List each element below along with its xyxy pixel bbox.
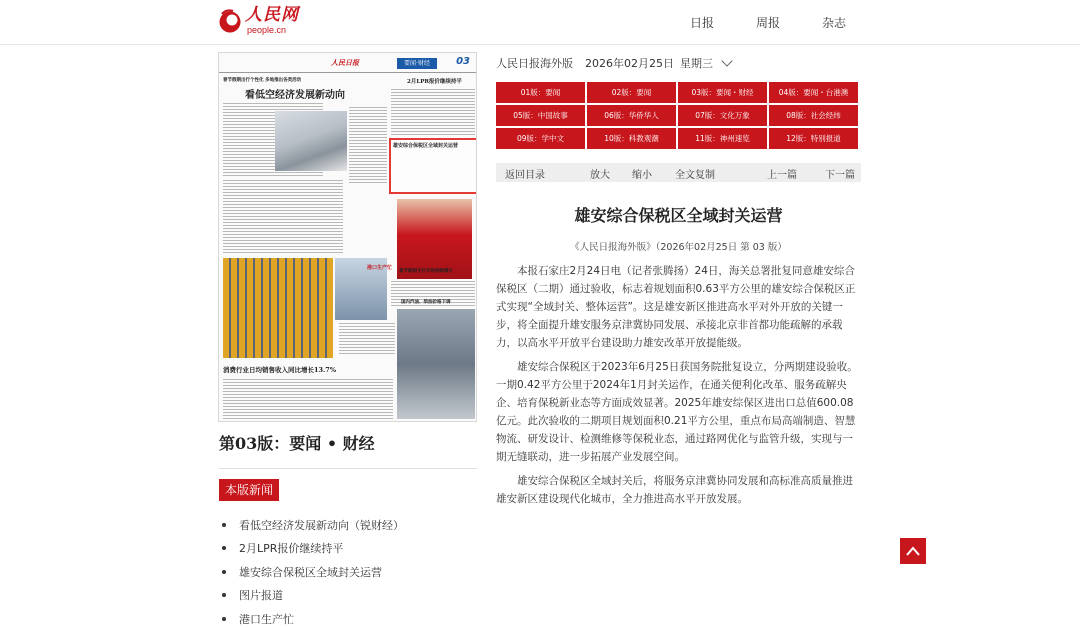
paper-text-block [349, 105, 387, 185]
page-link[interactable]: 11版：神州速览 [678, 128, 767, 149]
article-paragraph: 雄安综合保税区于2023年6月25日获国务院批复设立，分两期建设验收。一期0.42平方公里于2024年1月封关运作，在通关便利化改革、服务疏解央企、培育保税新业态等方面成效显著。2025年雄安综保区进出口总值600.08亿元。此次验收的二期项目规划面积0.21平方公里，重点布局高端制造、智慧物流、研发设计、检测维修等保税业态，通过路网优化与监管升级，实现与一期无缝联动，进一步拓展产业发展空间。 [496, 361, 858, 463]
top-nav [690, 14, 846, 31]
news-list-item-label: 2月LPR报价继续持平 [239, 542, 344, 556]
article-paragraph: 雄安综合保税区全域封关后，将服务京津冀协同发展和高标准高质量推进雄安新区建设现代化城市，全力推进高水平开放发展。 [496, 475, 853, 505]
news-list-item-label: 港口生产忙 [239, 612, 294, 626]
bullet-icon [222, 593, 226, 597]
nav-item-daily[interactable]: 日报 [690, 16, 715, 30]
paper-text-block [223, 178, 343, 253]
zoom-in-button[interactable]: 放大 [590, 170, 610, 181]
paper-headline-top: 春节假期出行个性化 多地推出各类活动 [223, 78, 302, 83]
news-list-item-label: 图片报道 [239, 589, 283, 603]
edition-weekday: 星期三 [680, 57, 713, 70]
page-link[interactable]: 12版：特别报道 [769, 128, 858, 149]
paper-text-block [339, 321, 395, 356]
page-link[interactable]: 09版：学中文 [496, 128, 585, 149]
logo-icon [218, 8, 242, 34]
article-toolbar [496, 163, 861, 182]
paper-section-label: 要闻·财经 [397, 58, 437, 69]
copy-all-button[interactable]: 全文复制 [675, 170, 715, 181]
previous-article-button[interactable]: 上一篇 [767, 170, 797, 181]
news-list-item[interactable] [222, 537, 404, 561]
edition-date: 2026年02月25日 [585, 57, 674, 70]
paper-headline-low: 国内汽油、柴油价格下调 [401, 300, 451, 305]
paper-photo-aircraft [275, 111, 347, 171]
page-link[interactable]: 07版：文化万象 [678, 105, 767, 126]
page-link[interactable]: 10版：科教观潮 [587, 128, 676, 149]
article-title: 雄安综合保税区全域封关运营 [574, 206, 783, 225]
paper-text-block [391, 87, 475, 135]
article-body [496, 262, 861, 514]
paper-photo-port [223, 258, 333, 358]
paper-photo-event [397, 199, 472, 279]
page-index-grid [496, 82, 858, 149]
paper-headline-bottom: 消费行业日均销售收入同比增长13.7% [223, 366, 337, 374]
logo-text-en: people.cn [247, 25, 287, 35]
newspaper-page-image[interactable] [218, 52, 477, 422]
news-list-item[interactable] [222, 560, 404, 584]
section-tag: 本版新闻 [219, 479, 279, 501]
paper-headline-port: 港口生产忙 [367, 265, 393, 271]
paper-headline-lpr: 2月LPR报价继续持平 [407, 79, 462, 85]
chevron-up-icon [906, 546, 920, 556]
back-to-top-button[interactable] [900, 538, 926, 564]
people-logo[interactable] [218, 7, 299, 35]
news-list [222, 513, 404, 628]
paper-masthead: 人民日报 [331, 58, 359, 67]
divider [219, 468, 477, 469]
paper-header [219, 53, 476, 73]
article-paragraph: 本报石家庄2月24日电（记者张腾扬）24日，海关总署批复同意雄安综合保税区（二期）通过验收，标志着规划面积0.63平方公里的雄安综合保税区正式实现“全域封关、整体运营”。这是雄安新区推进高水平对外开放的关键一步，将全面提升雄安服务京津冀协同发展、承接北京非首都功能疏解的承载力，以高水平开放平台建设助力雄安改革开放提能级。 [496, 265, 856, 349]
bullet-icon [222, 546, 226, 550]
paper-highlight-current-article[interactable] [389, 138, 477, 194]
news-list-item-label: 雄安综合保税区全域封关运营 [239, 565, 382, 579]
logo-text-cn: 人民网 [245, 5, 299, 25]
nav-item-magazine[interactable]: 杂志 [822, 16, 847, 30]
chevron-down-icon[interactable] [721, 55, 732, 66]
nav-item-weekly[interactable]: 周报 [756, 16, 781, 30]
page-link[interactable]: 06版：华侨华人 [587, 105, 676, 126]
page-link[interactable]: 03版：要闻・财经 [678, 82, 767, 103]
news-list-item-label: 看低空经济发展新动向（锐财经） [239, 518, 404, 532]
page-link[interactable]: 02版：要闻 [587, 82, 676, 103]
paper-headline-box: 雄安综合保税区全域封关运营 [393, 143, 459, 149]
next-article-button[interactable]: 下一篇 [825, 170, 855, 181]
bullet-icon [222, 523, 226, 527]
edition-selector[interactable] [496, 55, 731, 71]
paper-text-block [223, 377, 393, 421]
back-to-index-button[interactable]: 返回目录 [505, 170, 545, 181]
news-list-item[interactable] [222, 607, 404, 628]
bullet-icon [222, 617, 226, 621]
zoom-out-button[interactable]: 缩小 [632, 170, 652, 181]
news-list-item[interactable] [222, 513, 404, 537]
paper-headline-main: 看低空经济发展新动向 [245, 90, 345, 101]
paper-headline-mid: 春节期间支付市场持续增长 [399, 269, 453, 274]
page-link[interactable]: 04版：要闻・台港澳 [769, 82, 858, 103]
page-link[interactable]: 05版：中国故事 [496, 105, 585, 126]
edition-name: 人民日报海外版 [496, 57, 573, 70]
page-link[interactable]: 08版：社会经纬 [769, 105, 858, 126]
paper-page-number: 03 [456, 56, 470, 67]
article-source: 《人民日报海外版》（2026年02月25日 第 03 版） [570, 242, 787, 253]
page-title: 第03版：要闻 • 财经 [219, 434, 375, 453]
paper-photo-factory [397, 309, 475, 419]
top-bar [0, 0, 1080, 45]
bullet-icon [222, 570, 226, 574]
news-list-item[interactable] [222, 584, 404, 608]
page-link[interactable]: 01版：要闻 [496, 82, 585, 103]
